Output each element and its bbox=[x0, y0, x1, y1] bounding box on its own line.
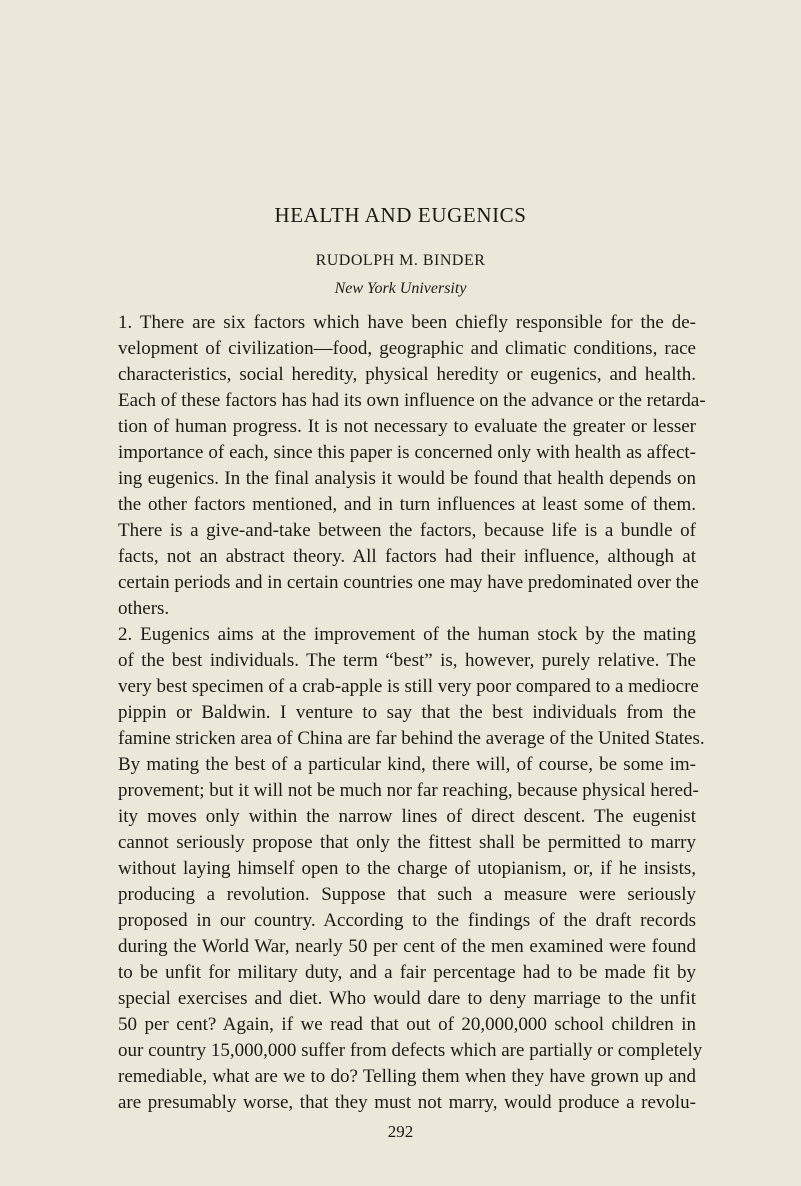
text-line: There is a give-and-take between the factors, because life is a bundle of bbox=[118, 520, 696, 541]
text-line: cannot seriously propose that only the fittest shall be permitted to marry bbox=[118, 832, 696, 853]
text-line: ing eugenics. In the final analysis it would be found that health depends on bbox=[118, 468, 696, 489]
text-line: 2. Eugenics aims at the improvement of the human stock by the mating bbox=[118, 624, 696, 645]
text-line: facts, not an abstract theory. All factors had their influence, although at bbox=[118, 546, 696, 567]
text-line: very best specimen of a crab-apple is still very poor compared to a mediocre bbox=[118, 676, 699, 697]
article-title: HEALTH AND EUGENICS bbox=[274, 203, 527, 227]
text-line: proposed in our country. According to the findings of the draft records bbox=[118, 910, 696, 931]
text-line: 1. There are six factors which have been chiefly responsible for the de- bbox=[118, 312, 696, 333]
text-line: others. bbox=[118, 598, 170, 619]
text-line: special exercises and diet. Who would dare to deny marriage to the unfit bbox=[118, 988, 696, 1009]
text-line: Each of these factors has had its own influence on the advance or the retarda- bbox=[118, 390, 706, 411]
page-number: 292 bbox=[387, 1122, 414, 1141]
text-line: remediable, what are we to do? Telling them when they have grown up and bbox=[118, 1066, 696, 1087]
text-line: importance of each, since this paper is concerned only with health as affect- bbox=[118, 442, 696, 463]
author-affiliation: New York University bbox=[334, 280, 467, 297]
text-line: during the World War, nearly 50 per cent of the men examined were found bbox=[118, 936, 696, 957]
text-line: velopment of civilization—food, geographic and climatic conditions, race bbox=[118, 338, 696, 359]
text-line: ity moves only within the narrow lines of direct descent. The eugenist bbox=[118, 806, 696, 827]
text-line: producing a revolution. Suppose that such a measure were seriously bbox=[118, 884, 696, 905]
text-line: are presumably worse, that they must not marry, would produce a revolu- bbox=[118, 1092, 696, 1113]
text-line: 50 per cent? Again, if we read that out of 20,000,000 school children in bbox=[118, 1014, 696, 1035]
text-line: certain periods and in certain countries one may have predominated over the bbox=[118, 572, 699, 593]
text-line: our country 15,000,000 suffer from defects which are partially or completely bbox=[118, 1040, 703, 1061]
text-line: tion of human progress. It is not necessary to evaluate the greater or lesser bbox=[118, 416, 696, 437]
text-line: provement; but it will not be much nor far reaching, because physical hered- bbox=[118, 780, 699, 801]
text-line: characteristics, social heredity, physical heredity or eugenics, and health. bbox=[118, 364, 696, 385]
text-line: of the best individuals. The term “best” is, however, purely relative. The bbox=[118, 650, 696, 671]
text-line: to be unfit for military duty, and a fair percentage had to be made fit by bbox=[118, 962, 696, 983]
text-line: famine stricken area of China are far behind the average of the United States. bbox=[118, 728, 705, 749]
text-line: without laying himself open to the charge of utopianism, or, if he insists, bbox=[118, 858, 696, 879]
text-line: pippin or Baldwin. I venture to say that the best individuals from the bbox=[118, 702, 696, 723]
text-line: By mating the best of a particular kind, there will, of course, be some im- bbox=[118, 754, 696, 775]
author-name: RUDOLPH M. BINDER bbox=[315, 252, 486, 269]
text-line: the other factors mentioned, and in turn influences at least some of them. bbox=[118, 494, 696, 515]
